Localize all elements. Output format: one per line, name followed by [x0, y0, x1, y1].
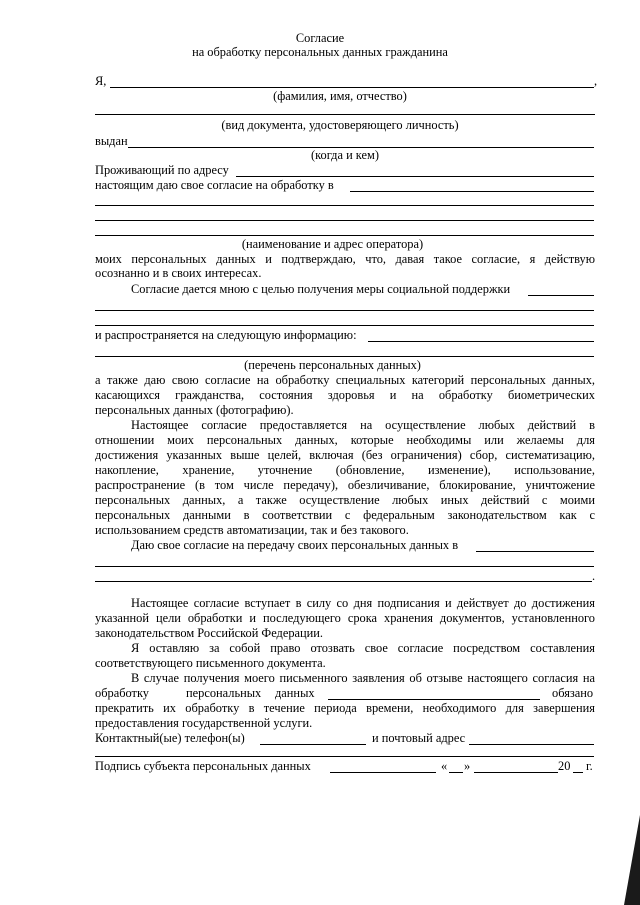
operator-input-line-1[interactable] [350, 191, 594, 192]
issued-label: выдан [95, 134, 128, 148]
transfer-label: Даю свое согласие на передачу своих персональных данных в [131, 538, 459, 552]
paragraph-line: Настоящее согласие вступает в силу со дня подписания и действует до достижения [131, 596, 595, 610]
operator-input-line-3[interactable] [95, 220, 594, 221]
purpose-input-line-3[interactable] [95, 325, 594, 326]
paragraph-line: прекратить их обработку в течение периода времени, необходимого для завершения [95, 701, 595, 715]
address-input-line[interactable] [236, 176, 594, 177]
info-caption: (перечень персональных данных) [244, 358, 421, 372]
paragraph-word: обработку [95, 686, 149, 700]
paragraph-line: моих персональных данных и подтверждаю, что, давая такое согласие, я действую [95, 252, 595, 266]
paragraph-word: данных [275, 686, 315, 700]
paragraph-line: Я оставляю за собой право отозвать свое согласие посредством составления [131, 641, 595, 655]
fio-caption: (фамилия, имя, отчество) [273, 89, 407, 103]
year-suffix: г. [586, 759, 593, 773]
paragraph-line: распространение (в том числе передачу), обезличивание, блокирование, уничтожение [95, 478, 595, 492]
postal-input-line-1[interactable] [469, 744, 594, 745]
period: . [592, 569, 596, 583]
operator-input-line-2[interactable] [95, 205, 594, 206]
paragraph-line: законодательством Российской Федерации. [95, 626, 324, 640]
signature-label: Подпись субъекта персональных данных [95, 759, 311, 773]
postal-label: и почтовый адрес [372, 731, 466, 745]
ya-label: Я, [95, 74, 107, 88]
info-input-line-1[interactable] [368, 341, 594, 342]
paragraph-word: персональных [186, 686, 262, 700]
paragraph-line: В случае получения моего письменного заявления об отзыве настоящего согласия на [131, 671, 595, 685]
operator-caption: (наименование и адрес оператора) [241, 237, 424, 251]
paragraph-line: достижения указанных выше целей, включая (без ограничения) сбор, систематизацию, [95, 448, 595, 462]
paragraph-line: а также даю свою согласие на обработку специальных категорий персональных данных, [95, 373, 595, 387]
consent-to-label: настоящим даю свое согласие на обработку в [95, 178, 334, 192]
paragraph-line: соответствующего письменного документа. [95, 656, 326, 670]
paragraph-line: указанной цели обработки и последующего срока хранения документов, установленного [95, 611, 595, 625]
transfer-input-line-1[interactable] [476, 551, 594, 552]
document-subtitle: на обработку персональных данных гражданина [192, 45, 448, 59]
signature-input-line[interactable] [330, 772, 436, 773]
paragraph-word: обязано [552, 686, 594, 700]
transfer-input-line-3[interactable] [95, 581, 592, 582]
fio-input-line[interactable] [110, 87, 594, 88]
paragraph-line: использованием средств автоматизации, так и без такового. [95, 523, 409, 537]
month-input-line[interactable] [474, 772, 558, 773]
document-input-line[interactable] [95, 114, 595, 115]
year-prefix: 20 [558, 759, 571, 773]
info-input-line-2[interactable] [95, 356, 594, 357]
paragraph-line: персональных данными в соответствии с федеральным законодательством как с [95, 508, 595, 522]
paragraph-line: касающихся гражданства, состояния здоровья и на обработку биометрических [95, 388, 595, 402]
operator-name-input-line[interactable] [328, 699, 540, 700]
purpose-label: Согласие дается мною с целью получения меры социальной поддержки [131, 282, 511, 296]
date-quote-close: » [464, 759, 471, 773]
transfer-input-line-2[interactable] [95, 566, 594, 567]
paragraph-line: персональных данных (фотографию). [95, 403, 294, 417]
scan-corner-shadow [624, 815, 640, 905]
year-input-line[interactable] [573, 772, 583, 773]
operator-input-line-4[interactable] [95, 235, 594, 236]
phone-label: Контактный(ые) телефон(ы) [95, 731, 245, 745]
date-quote-open: « [441, 759, 448, 773]
day-input-line[interactable] [449, 772, 463, 773]
issued-caption: (когда и кем) [311, 148, 379, 162]
paragraph-line: осознанно и в своих интересах. [95, 266, 262, 280]
document-title: Согласие [295, 31, 345, 45]
paragraph-line: отношении моих персональных данных, которые необходимы или желаемы для [95, 433, 595, 447]
purpose-input-line-2[interactable] [95, 310, 594, 311]
address-label: Проживающий по адресу [95, 163, 229, 177]
paragraph-line: персональных данных, а также осуществление любых иных действий с моими [95, 493, 595, 507]
postal-input-line-2[interactable] [95, 756, 594, 757]
document-caption: (вид документа, удостоверяющего личность) [221, 118, 459, 132]
purpose-input-line-1[interactable] [528, 295, 594, 296]
paragraph-line: предоставления государственной услуги. [95, 716, 313, 730]
info-label: и распространяется на следующую информацию: [95, 328, 357, 342]
paragraph-line: накопление, хранение, уточнение (обновление, изменение), использование, [95, 463, 595, 477]
phone-input-line[interactable] [260, 744, 366, 745]
comma: , [594, 74, 598, 88]
paragraph-line: Настоящее согласие предоставляется на осуществление любых действий в [131, 418, 595, 432]
